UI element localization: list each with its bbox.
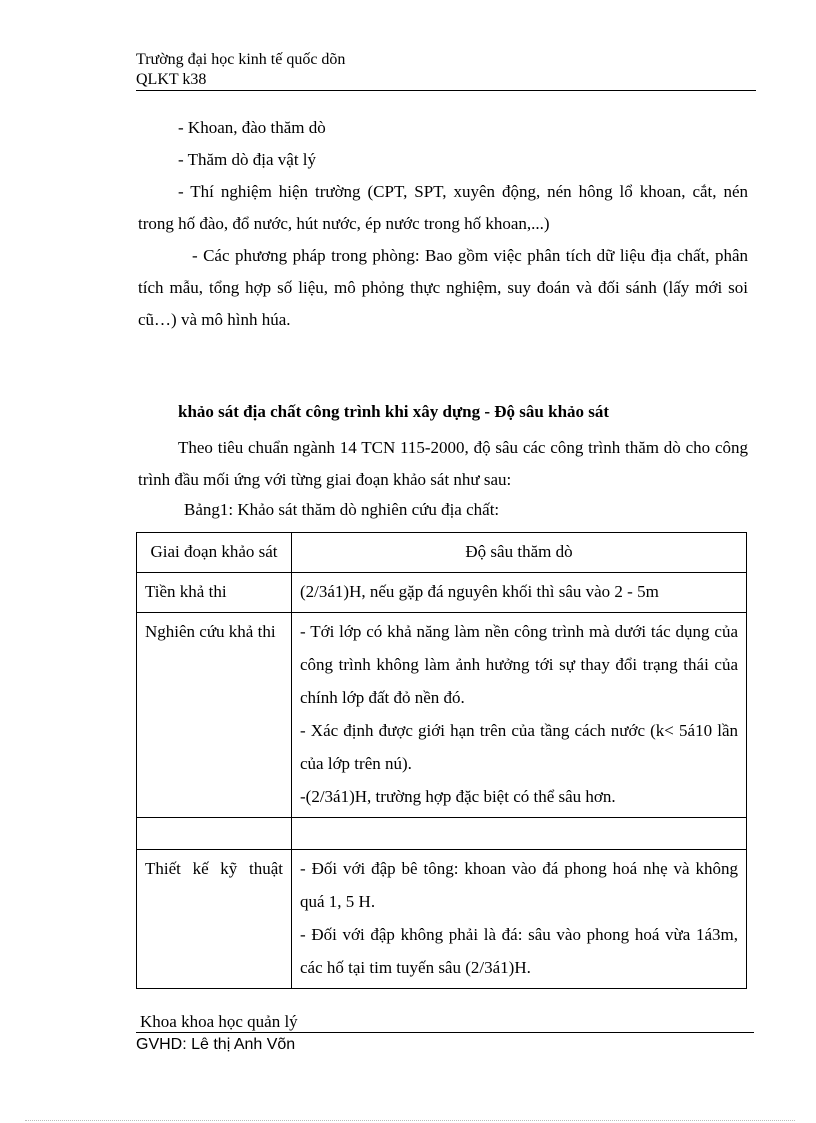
depth-line: - Xác định được giới hạn trên của tầng cách nước (k< 5á10 lần của lớp trên nú).	[300, 721, 738, 773]
depth-cell	[292, 613, 747, 818]
table-row	[137, 850, 747, 989]
page-bottom-divider	[25, 1120, 795, 1121]
faculty-name: Khoa khoa học quản lý	[136, 1012, 754, 1033]
method-item: - Khoan, đào thăm dò	[178, 118, 326, 137]
depth-line: -(2/3á1)H, trường hợp đặc biệt có thể sâu hơn.	[300, 787, 616, 806]
page-footer	[136, 1012, 754, 1057]
table-row	[137, 573, 747, 613]
school-name: Trường đại học kinh tế quốc dõn	[136, 51, 346, 68]
method-item: - Các phương pháp trong phòng: Bao gồm việc phân tích dữ liệu địa chất, phân tích mẫu, tổng hợp số liệu, mô phỏng thực nghiệm, suy đoán và đối sánh (lấy mới soi cũ…) và mô hình húa.	[138, 246, 748, 329]
depth-cell	[292, 850, 747, 989]
table-caption: Bảng1: Khảo sát thăm dò nghiên cứu địa chất:	[184, 500, 500, 519]
methods-list	[138, 112, 748, 336]
page-header	[136, 50, 756, 91]
survey-table	[136, 532, 747, 989]
depth-line: (2/3á1)H, nếu gặp đá nguyên khối thì sâu vào 2 - 5m	[300, 582, 659, 601]
depth-cell	[292, 818, 747, 850]
method-item: - Thí nghiệm hiện trường (CPT, SPT, xuyên động, nén hông lổ khoan, cắt, nén trong hố đào, đổ nước, hút nước, ép nước trong hố khoan,...)	[138, 182, 748, 233]
stage-cell: Nghiên cứu khả thi	[137, 613, 292, 818]
class-name: QLKT k38	[136, 70, 756, 91]
header-depth: Độ sâu thăm dò	[292, 533, 747, 573]
method-item: - Thăm dò địa vật lý	[178, 150, 317, 169]
section-title: khảo sát địa chất công trình khi xây dựng - Độ sâu khảo sát	[178, 402, 610, 421]
advisor-name: GVHD: Lê thị Anh Võn	[136, 1036, 296, 1053]
table-row	[137, 818, 747, 850]
stage-cell: Tiền khả thi	[137, 573, 292, 613]
stage-cell: Thiết kế kỹ thuật	[137, 850, 292, 989]
depth-line: - Đối với đập không phải là đá: sâu vào phong hoá vừa 1á3m, các hố tại tim tuyến sâu (2/3á1)H.	[300, 925, 738, 977]
depth-cell	[292, 573, 747, 613]
stage-cell	[137, 818, 292, 850]
table-header-row	[137, 533, 747, 573]
table-row	[137, 613, 747, 818]
depth-line: - Đối với đập bê tông: khoan vào đá phong hoá nhẹ và không quá 1, 5 H.	[300, 859, 738, 911]
depth-line: - Tới lớp có khả năng làm nền công trình mà dưới tác dụng của công trình không làm ảnh hưởng tới sự thay đổi trạng thái của chính lớp đất đỏ nền đó.	[300, 622, 738, 707]
header-stage: Giai đoạn khảo sát	[137, 533, 292, 573]
intro-paragraph: Theo tiêu chuẩn ngành 14 TCN 115-2000, độ sâu các công trình thăm dò cho công trình đầu mối ứng với từng giai đoạn khảo sát như sau:	[138, 438, 748, 489]
